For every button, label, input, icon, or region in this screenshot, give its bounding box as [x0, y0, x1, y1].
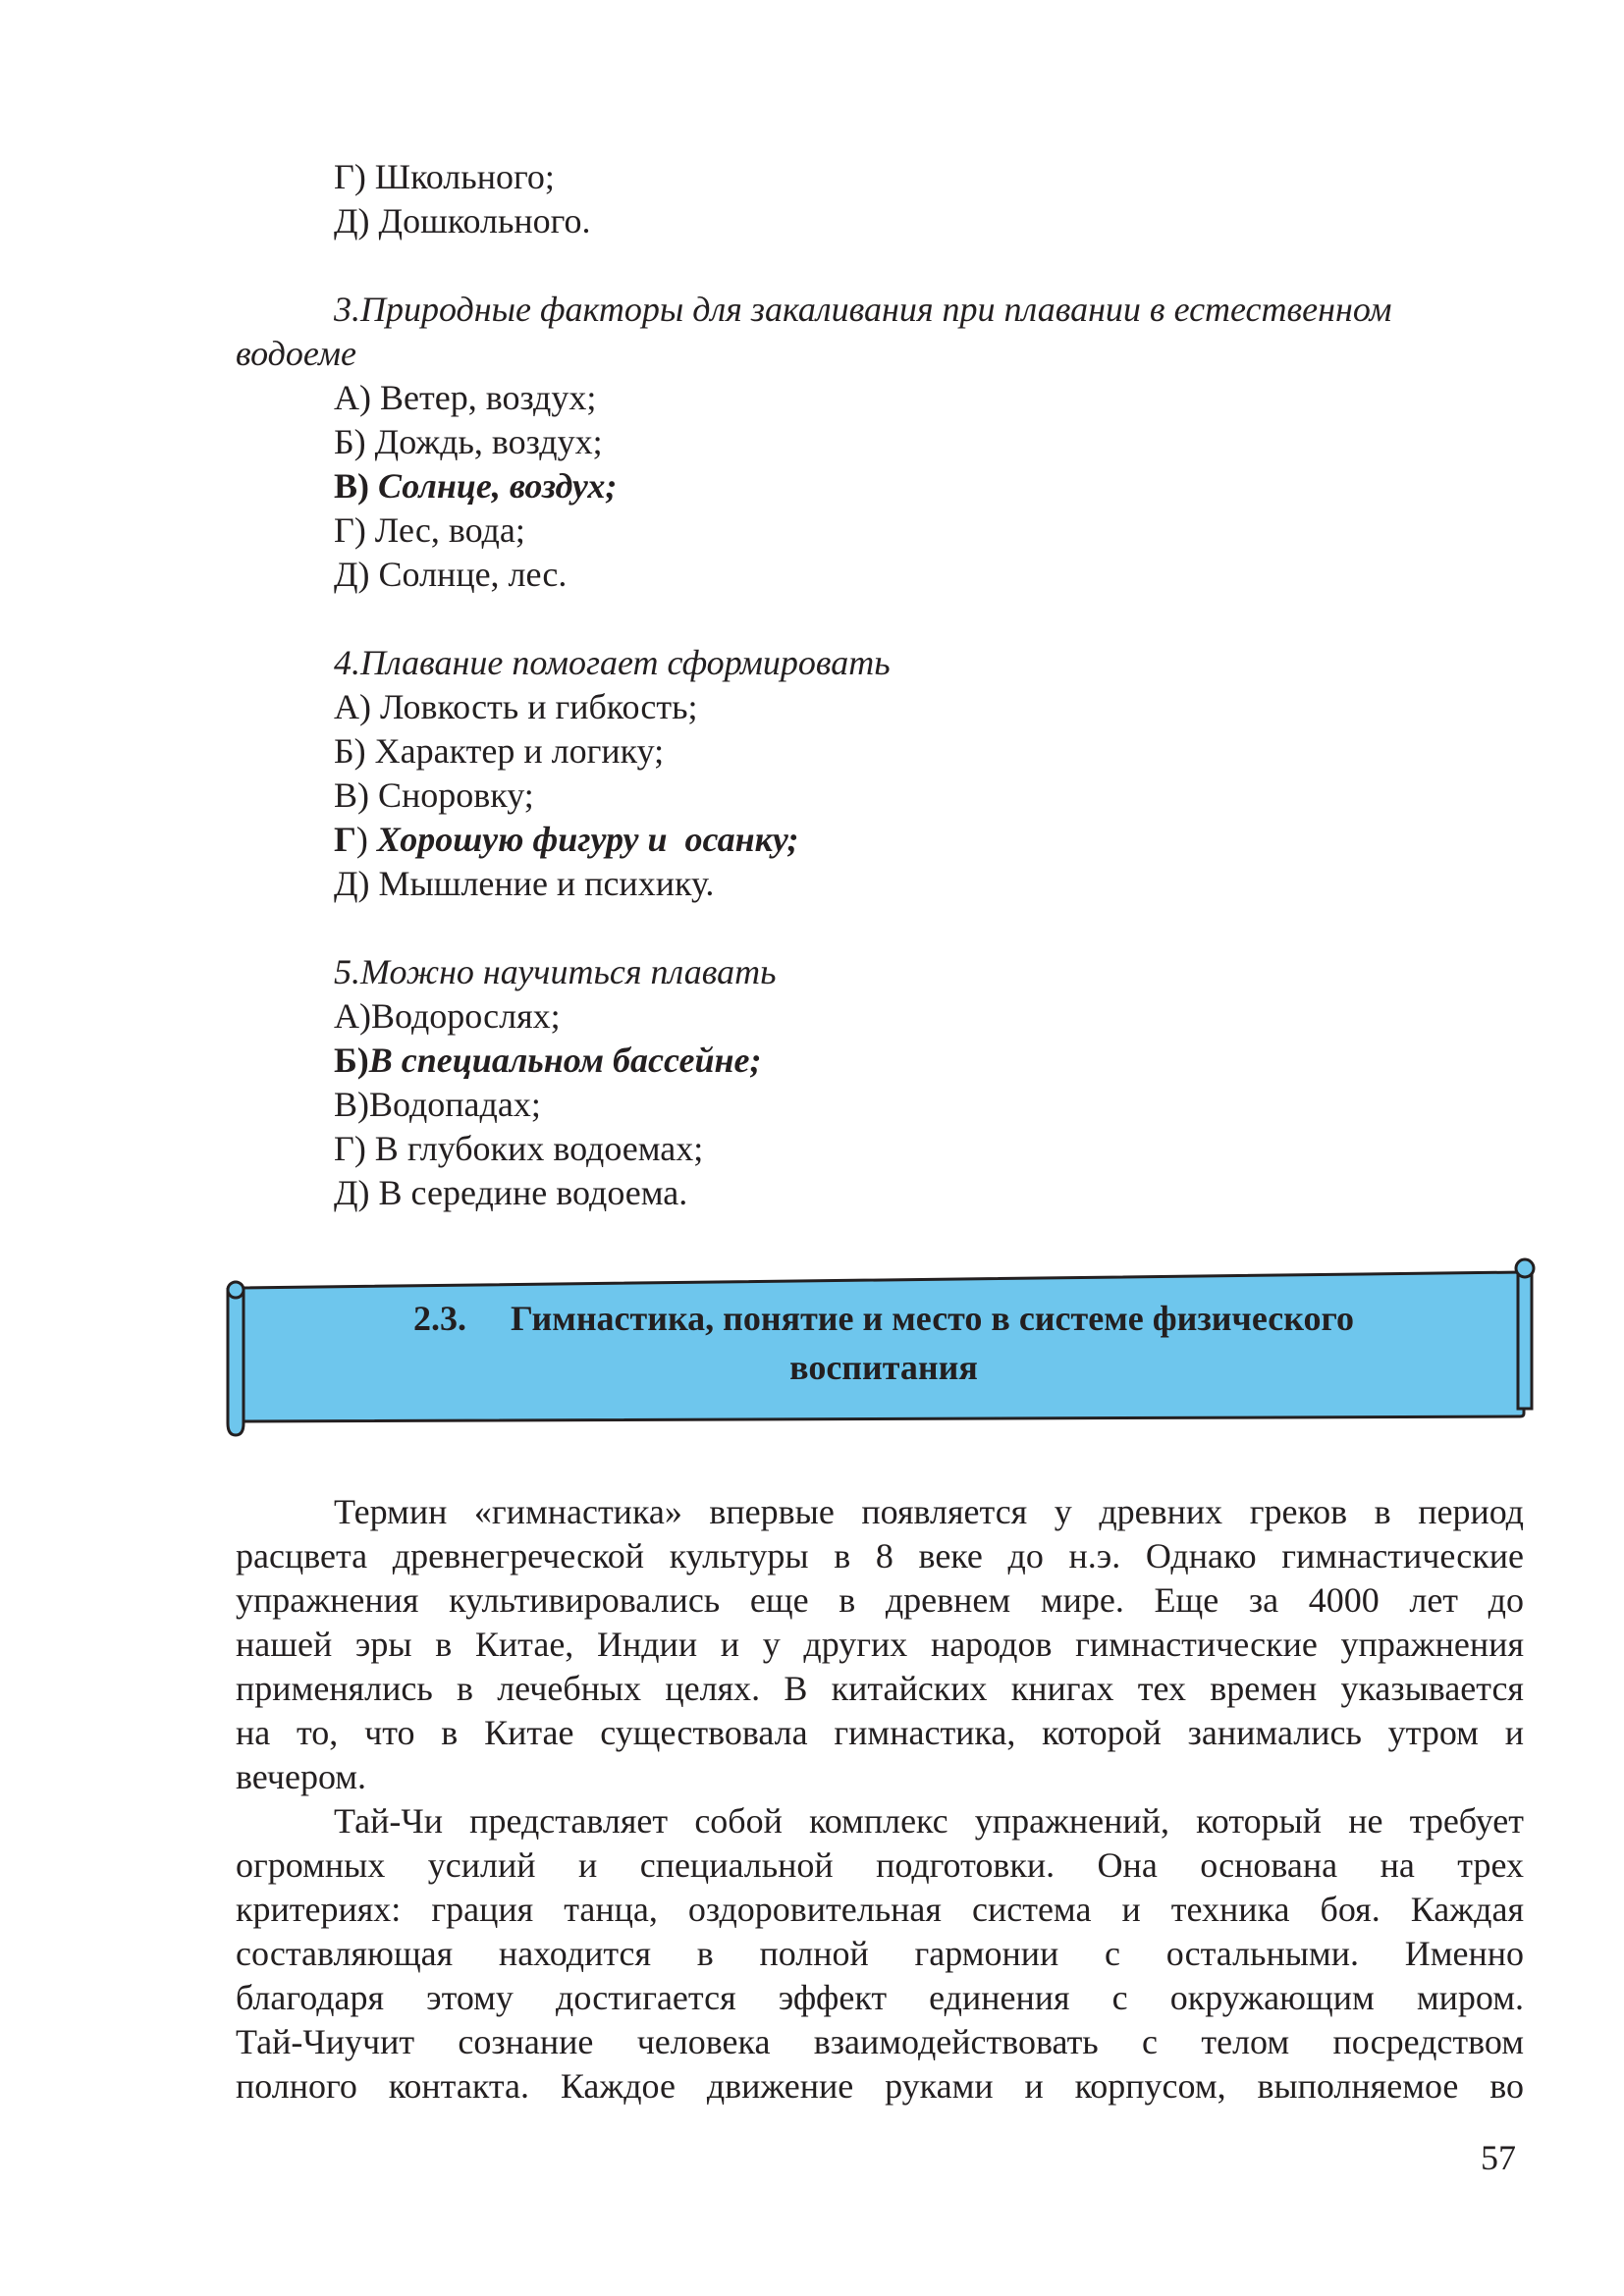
- p1-line1: Термин «гимнастика» впервые появляется у древних греков в период: [334, 1492, 1524, 1531]
- p2-line6: Тай-Чиучит сознание человека взаимодействовать с телом посредством: [236, 2022, 1524, 2061]
- q5-option-e: Д) В середине водоема.: [334, 1173, 688, 1212]
- q4-option-d-text: Хорошую фигуру и осанку;: [376, 820, 799, 859]
- banner-right-curl-end: [1516, 1259, 1534, 1277]
- section-number: 2.3.: [413, 1299, 467, 1338]
- q5-option-b-text: В специальном бассейне;: [368, 1041, 762, 1080]
- q3-option-e: Д) Солнце, лес.: [334, 555, 568, 594]
- p1-line3: упражнения культивировались еще в древнем мире. Еще за 4000 лет до: [236, 1580, 1524, 1620]
- q3-option-d: Г) Лес, вода;: [334, 510, 525, 550]
- q4-option-c: В) Сноровку;: [334, 775, 534, 815]
- p1-line6: на то, что в Китае существовала гимнастика, которой занимались утром и: [236, 1713, 1524, 1752]
- q5-question: 5.Можно научиться плавать: [334, 952, 777, 991]
- q4-option-d-paren: ): [355, 820, 368, 859]
- p2-line5: благодаря этому достигается эффект единения с окружающим миром.: [236, 1978, 1524, 2017]
- q4-option-b: Б) Характер и логику;: [334, 731, 665, 771]
- q5-option-c: В)Водопадах;: [334, 1085, 541, 1124]
- p1-line4: нашей эры в Китае, Индии и у других народов гимнастические упражнения: [236, 1625, 1524, 1664]
- q5-option-a: А)Водорослях;: [334, 996, 561, 1036]
- q4-question: 4.Плавание помогает сформировать: [334, 643, 891, 682]
- q3-question-cont: водоеме: [236, 334, 356, 373]
- q3-question: 3.Природные факторы для закаливания при плавании в естественном: [334, 290, 1392, 329]
- p2-line1: Тай-Чи представляет собой комплекс упражнений, который не требует: [334, 1801, 1524, 1841]
- q5-option-b-letter: Б): [334, 1041, 369, 1080]
- banner-left-curl: [228, 1288, 244, 1435]
- page-number: 57: [1481, 2138, 1516, 2177]
- p1-line5: применялись в лечебных целях. В китайских книгах тех времен указывается: [236, 1669, 1524, 1708]
- q4-option-a: А) Ловкость и гибкость;: [334, 687, 698, 726]
- q3-option-c-letter: В): [334, 466, 369, 506]
- p2-line4: составляющая находится в полной гармонии с остальными. Именно: [236, 1934, 1524, 1973]
- q2-option-d: Д) Дошкольного.: [334, 201, 591, 240]
- p2-line2: огромных усилий и специальной подготовки. Она основана на трех: [236, 1845, 1524, 1885]
- q2-option-g: Г) Школьного;: [334, 157, 555, 196]
- banner-left-curl-end: [228, 1282, 244, 1298]
- p1-line7: вечером.: [236, 1757, 367, 1796]
- p2-line3: критериях: грация танца, оздоровительная система и техника боя. Каждая: [236, 1890, 1524, 1929]
- q3-option-b: Б) Дождь, воздух;: [334, 422, 603, 461]
- section-title-line1: [245, 1294, 1522, 1343]
- q3-option-c-text: Солнце, воздух;: [378, 466, 618, 506]
- p2-line7: полного контакта. Каждое движение руками и корпусом, выполняемое во: [236, 2066, 1524, 2106]
- q5-option-d: Г) В глубоких водоемах;: [334, 1129, 704, 1168]
- section-title-text: Гимнастика, понятие и место в системе физического: [511, 1299, 1354, 1338]
- q4-option-d-letter: Г: [334, 820, 356, 859]
- p1-line2: расцвета древнегреческой культуры в 8 веке до н.э. Однако гимнастические: [236, 1536, 1524, 1575]
- section-title-line2: воспитания: [789, 1348, 978, 1387]
- q4-option-e: Д) Мышление и психику.: [334, 864, 715, 903]
- q3-option-a: А) Ветер, воздух;: [334, 378, 597, 417]
